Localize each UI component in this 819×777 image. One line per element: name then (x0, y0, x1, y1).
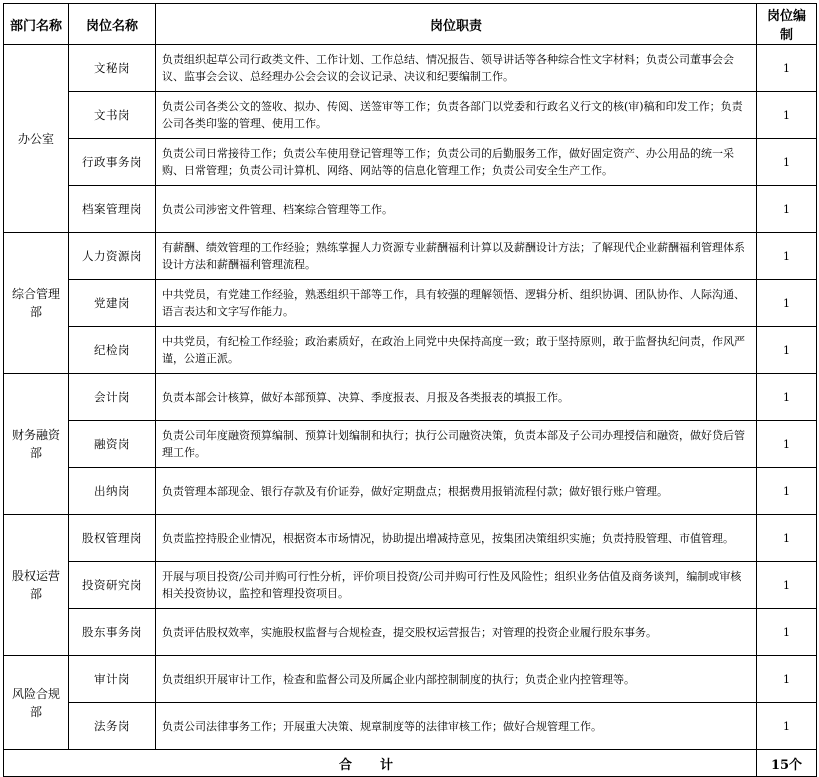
table-row (4, 45, 817, 92)
post-count: 1 (757, 515, 817, 562)
staffing-table (3, 3, 817, 777)
post-name: 股权管理岗 (69, 515, 156, 562)
post-duty: 负责公司日常接待工作；负责公车使用登记管理等工作；负责公司的后勤服务工作，做好固定资产、办公用品的统一采购、日常管理；负责公司计算机、网络、网站等的信息化管理工作；负责公司安全生产工作。 (156, 139, 757, 186)
post-name: 档案管理岗 (69, 186, 156, 233)
table-row (4, 656, 817, 703)
post-duty: 负责公司法律事务工作；开展重大决策、规章制度等的法律审核工作；做好合规管理工作。 (156, 703, 757, 750)
dept-risk-compliance: 风险合规部 (4, 656, 69, 750)
total-row (4, 750, 817, 777)
post-name: 人力资源岗 (69, 233, 156, 280)
table-row (4, 233, 817, 280)
post-count: 1 (757, 468, 817, 515)
header-row (4, 4, 817, 45)
post-count: 1 (757, 374, 817, 421)
post-duty: 负责公司年度融资预算编制、预算计划编制和执行；执行公司融资决策，负责本部及子公司办理授信和融资，做好贷后管理工作。 (156, 421, 757, 468)
post-duty: 负责组织开展审计工作，检查和监督公司及所属企业内部控制制度的执行；负责企业内控管理等。 (156, 656, 757, 703)
table-row (4, 421, 817, 468)
post-count: 1 (757, 609, 817, 656)
post-duty: 负责公司涉密文件管理、档案综合管理等工作。 (156, 186, 757, 233)
post-duty: 有薪酬、绩效管理的工作经验；熟练掌握人力资源专业薪酬福利计算以及薪酬设计方法；了解现代企业薪酬福利管理体系设计方法和薪酬福利管理流程。 (156, 233, 757, 280)
post-name: 会计岗 (69, 374, 156, 421)
header-duty: 岗位职责 (156, 4, 757, 45)
total-value: 15个 (757, 750, 817, 777)
table-row (4, 280, 817, 327)
post-name: 法务岗 (69, 703, 156, 750)
total-label: 合计 (4, 750, 757, 777)
post-duty: 负责本部会计核算，做好本部预算、决算、季度报表、月报及各类报表的填报工作。 (156, 374, 757, 421)
post-count: 1 (757, 92, 817, 139)
table-row (4, 327, 817, 374)
dept-finance: 财务融资部 (4, 374, 69, 515)
table-row (4, 139, 817, 186)
dept-office: 办公室 (4, 45, 69, 233)
post-count: 1 (757, 45, 817, 92)
post-count: 1 (757, 656, 817, 703)
post-duty: 负责管理本部现金、银行存款及有价证券，做好定期盘点；根据费用报销流程付款；做好银行账户管理。 (156, 468, 757, 515)
post-duty: 负责监控持股企业情况，根据资本市场情况，协助提出增减持意见，按集团决策组织实施；负责持股管理、市值管理。 (156, 515, 757, 562)
post-duty: 负责公司各类公文的签收、拟办、传阅、送签审等工作；负责各部门以党委和行政名义行文的核(审)稿和印发工作；负责公司各类印鉴的管理、使用工作。 (156, 92, 757, 139)
table-row (4, 515, 817, 562)
table-row (4, 562, 817, 609)
post-name: 文秘岗 (69, 45, 156, 92)
post-name: 党建岗 (69, 280, 156, 327)
post-count: 1 (757, 280, 817, 327)
post-name: 融资岗 (69, 421, 156, 468)
post-name: 投资研究岗 (69, 562, 156, 609)
table-row (4, 703, 817, 750)
table-row (4, 374, 817, 421)
post-count: 1 (757, 562, 817, 609)
table-row (4, 468, 817, 515)
post-count: 1 (757, 186, 817, 233)
header-post: 岗位名称 (69, 4, 156, 45)
post-count: 1 (757, 139, 817, 186)
post-count: 1 (757, 421, 817, 468)
post-duty: 中共党员，有纪检工作经验；政治素质好，在政治上同党中央保持高度一致；敢于坚持原则，敢于监督执纪问责，作风严谨，公道正派。 (156, 327, 757, 374)
table-row (4, 186, 817, 233)
table-row (4, 92, 817, 139)
post-duty: 开展与项目投资/公司并购可行性分析，评价项目投资/公司并购可行性及风险性；组织业务估值及商务谈判，编制或审核相关投资协议，监控和管理投资项目。 (156, 562, 757, 609)
post-name: 出纳岗 (69, 468, 156, 515)
post-count: 1 (757, 703, 817, 750)
post-name: 纪检岗 (69, 327, 156, 374)
dept-equity-operations: 股权运营部 (4, 515, 69, 656)
post-duty: 负责评估股权效率，实施股权监督与合规检查，提交股权运营报告；对管理的投资企业履行股东事务。 (156, 609, 757, 656)
dept-general-management: 综合管理部 (4, 233, 69, 374)
header-count: 岗位编制 (757, 4, 817, 45)
post-name: 文书岗 (69, 92, 156, 139)
post-duty: 中共党员，有党建工作经验，熟悉组织干部等工作，具有较强的理解领悟、逻辑分析、组织协调、团队协作、人际沟通、语言表达和文字写作能力。 (156, 280, 757, 327)
post-count: 1 (757, 233, 817, 280)
table-row (4, 609, 817, 656)
post-count: 1 (757, 327, 817, 374)
post-name: 股东事务岗 (69, 609, 156, 656)
header-dept: 部门名称 (4, 4, 69, 45)
post-name: 审计岗 (69, 656, 156, 703)
post-name: 行政事务岗 (69, 139, 156, 186)
post-duty: 负责组织起草公司行政类文件、工作计划、工作总结、情况报告、领导讲话等各种综合性文字材料；负责公司董事会会议、监事会会议、总经理办公会会议的会议记录、决议和纪要编制工作。 (156, 45, 757, 92)
